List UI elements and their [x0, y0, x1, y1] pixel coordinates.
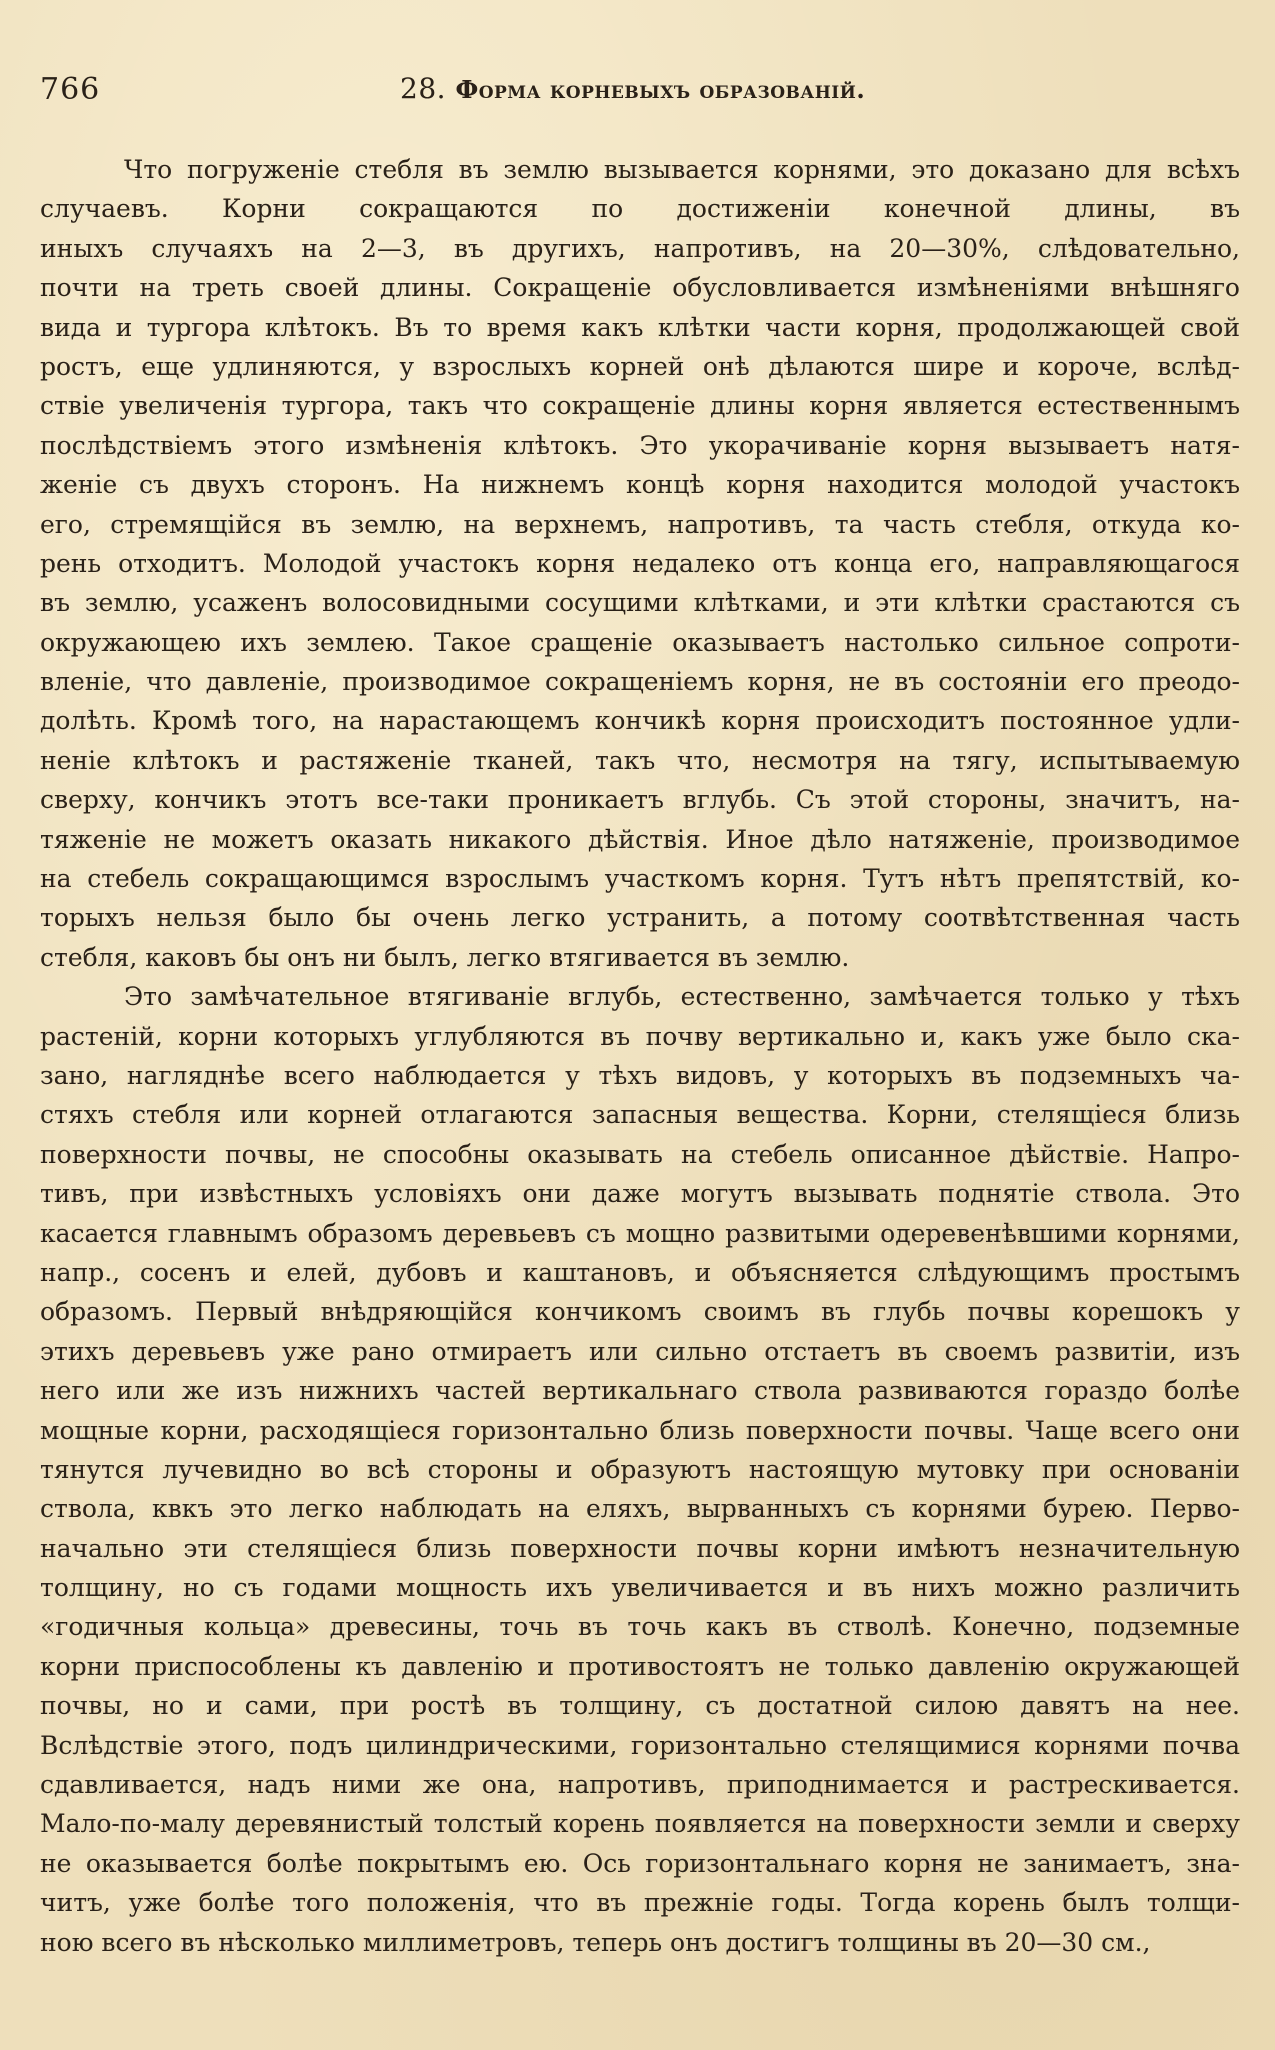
- text-line: Мало-по-малу деревянистый толстый корень появляется на поверхности земли и сверху: [40, 1809, 1240, 1839]
- running-title: [400, 72, 865, 105]
- text-line: этихъ деревьевъ уже рано отмираетъ или сильно отстаетъ въ своемъ развитіи, изъ: [40, 1336, 1240, 1366]
- text-line: сдавливается, надъ ними же она, напротивъ, приподнимается и растрескивается.: [40, 1770, 1240, 1800]
- text-line: Что погруженіе стебля въ землю вызывается корнями, это доказано для всѣхъ: [124, 155, 1240, 184]
- text-line: почвы, но и сами, при ростѣ въ толщину, съ достатной силою давятъ на нее.: [40, 1691, 1240, 1721]
- chapter-title: Форма корневыхъ образованій.: [455, 75, 866, 104]
- text-line: Вслѣдствіе этого, подъ цилиндрическими, горизонтально стелящимися корнями почва: [40, 1730, 1240, 1760]
- text-line: окружающею ихъ землею. Такое сращеніе оказываетъ настолько сильное сопроти-: [40, 627, 1240, 657]
- paragraph: [40, 150, 1240, 977]
- text-line: послѣдствіемъ этого измѣненія клѣтокъ. Это укорачиваніе корня вызываетъ натя-: [40, 430, 1240, 460]
- text-line: долѣть. Кромѣ того, на нарастающемъ кончикѣ корня происходитъ постоянное удли-: [40, 706, 1240, 736]
- text-line: не оказывается болѣе покрытымъ ею. Ось горизонтальнаго корня не занимаетъ, зна-: [40, 1848, 1240, 1878]
- text-line: тивъ, при извѣстныхъ условіяхъ они даже могутъ вызывать поднятіе ствола. Это: [40, 1179, 1240, 1209]
- text-line: торыхъ нельзя было бы очень легко устранить, а потому соотвѣтственная часть: [40, 903, 1240, 933]
- text-line: зано, нагляднѣе всего наблюдается у тѣхъ видовъ, у которыхъ въ подземныхъ ча-: [40, 1060, 1240, 1090]
- text-line: образомъ. Первый внѣдряющійся кончикомъ своимъ въ глубь почвы корешокъ у: [40, 1297, 1240, 1327]
- text-line: него или же изъ нижнихъ частей вертикальнаго ствола развиваются гораздо болѣе: [40, 1376, 1240, 1406]
- text-line: начально эти стелящіеся близь поверхности почвы корни имѣютъ незначительную: [40, 1533, 1240, 1563]
- page-number: 766: [40, 72, 101, 107]
- text-line: читъ, уже болѣе того положенія, что въ прежніе годы. Тогда корень былъ толщи-: [40, 1888, 1240, 1918]
- text-line: ствола, квкъ это легко наблюдать на еляхъ, вырванныхъ съ корнями бурею. Перво-: [40, 1494, 1240, 1524]
- text-line: тянутся лучевидно во всѣ стороны и образуютъ настоящую мутовку при основаніи: [40, 1454, 1240, 1484]
- text-line: стяхъ стебля или корней отлагаются запасныя вещества. Корни, стелящіеся близь: [40, 1100, 1240, 1130]
- text-line: касается главнымъ образомъ деревьевъ съ мощно развитыми одеревенѣвшими корнями,: [40, 1218, 1240, 1248]
- paragraph: [40, 977, 1240, 1962]
- text-line: Это замѣчательное втягиваніе вглубь, естественно, замѣчается только у тѣхъ: [124, 982, 1240, 1012]
- text-line: растеній, корни которыхъ углубляются въ почву вертикально и, какъ уже было ска-: [40, 1021, 1240, 1051]
- text-line: ствіе увеличенія тургора, такъ что сокращеніе длины корня является естественнымъ: [40, 391, 1240, 421]
- body-text: [40, 150, 1240, 1962]
- text-line: тяженіе не можетъ оказать никакого дѣйствія. Иное дѣло натяженіе, производимое: [40, 824, 1240, 854]
- page-header: [40, 72, 1240, 116]
- text-line: напр., сосенъ и елей, дубовъ и каштановъ, и объясняется слѣдующимъ простымъ: [40, 1257, 1240, 1287]
- text-line: неніе клѣтокъ и растяженіе тканей, такъ что, несмотря на тягу, испытываемую: [40, 745, 1240, 775]
- text-line: поверхности почвы, не способны оказывать на стебель описанное дѣйствіе. Напро-: [40, 1139, 1240, 1169]
- text-line: вленіе, что давленіе, производимое сокращеніемъ корня, не въ состояніи его преодо-: [40, 667, 1240, 697]
- text-line: мощные корни, расходящіеся горизонтально близь поверхности почвы. Чаще всего они: [40, 1415, 1240, 1445]
- text-line: ною всего въ нѣсколько миллиметровъ, теперь онъ достигъ толщины въ 20—30 см.,: [40, 1927, 1151, 1957]
- text-line: его, стремящійся въ землю, на верхнемъ, напротивъ, та часть стебля, откуда ко-: [40, 509, 1240, 539]
- chapter-number: 28.: [400, 72, 447, 105]
- text-line: женіе съ двухъ сторонъ. На нижнемъ концѣ корня находится молодой участокъ: [40, 470, 1240, 500]
- text-line: стебля, каковъ бы онъ ни былъ, легко втягивается въ землю.: [40, 942, 850, 972]
- text-line: вида и тургора клѣтокъ. Въ то время какъ клѣтки части корня, продолжающей свой: [40, 312, 1240, 342]
- text-line: случаевъ. Корни сокращаются по достиженіи конечной длины, въ: [40, 194, 1240, 224]
- text-line: на стебель сокращающимся взрослымъ участкомъ корня. Тутъ нѣтъ препятствій, ко-: [40, 864, 1240, 894]
- text-line: корни приспособлены къ давленію и противостоятъ не только давленію окружающей: [40, 1651, 1240, 1681]
- text-line: рень отходитъ. Молодой участокъ корня недалеко отъ конца его, направляющагося: [40, 548, 1240, 578]
- text-line: иныхъ случаяхъ на 2—3, въ другихъ, напротивъ, на 20—30%, слѣдовательно,: [40, 233, 1240, 263]
- text-line: ростъ, еще удлиняются, у взрослыхъ корней онѣ дѣлаются шире и короче, вслѣд-: [40, 351, 1240, 381]
- text-line: въ землю, усаженъ волосовидными сосущими клѣтками, и эти клѣтки срастаются съ: [40, 588, 1240, 618]
- text-line: почти на треть своей длины. Сокращеніе обусловливается измѣненіями внѣшняго: [40, 273, 1240, 303]
- text-line: «годичныя кольца» древесины, точь въ точь какъ въ стволѣ. Конечно, подземные: [40, 1612, 1240, 1642]
- text-line: толщину, но съ годами мощность ихъ увеличивается и въ нихъ можно различить: [40, 1573, 1240, 1603]
- text-line: сверху, кончикъ этотъ все-таки проникаетъ вглубь. Съ этой стороны, значитъ, на-: [40, 785, 1240, 815]
